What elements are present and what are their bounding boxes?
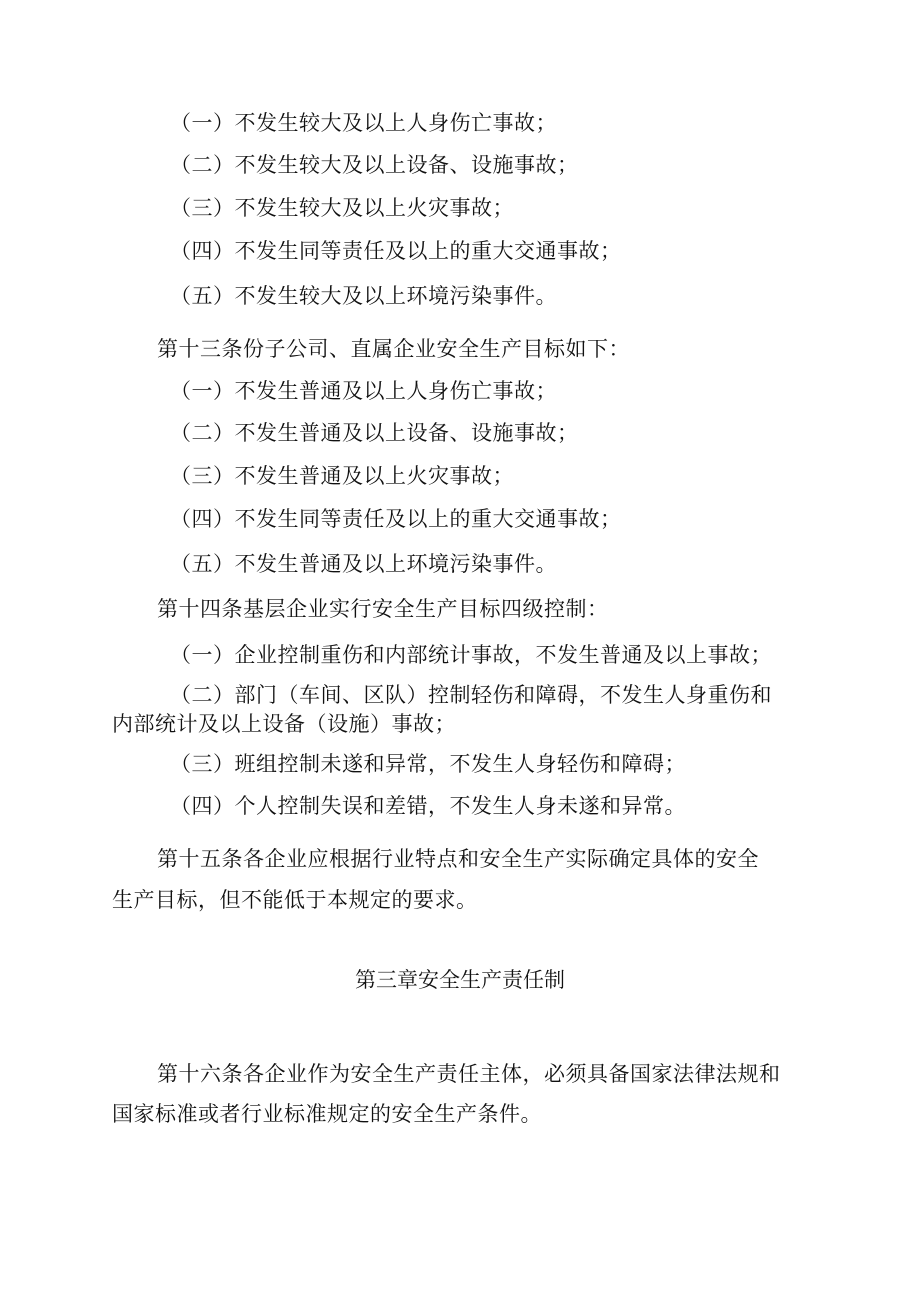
item-text: （一）企业控制重伤和内部统计事故，不发生普通及以上事故；: [170, 643, 772, 667]
article-13-text: 第十三条份子公司、直属企业安全生产目标如下：: [157, 337, 630, 361]
item-text: （三）班组控制未遂和异常，不发生人身轻伤和障碍；: [170, 752, 686, 776]
item-text: （五）不发生较大及以上环境污染事件。: [170, 284, 557, 308]
item-text: （四）个人控制失误和差错，不发生人身未遂和异常。: [170, 794, 686, 818]
article-16-text-continuation: 国家标准或者行业标准规定的安全生产条件。: [112, 1102, 542, 1126]
item-text-continuation: 内部统计及以上设备（设施）事故；: [112, 712, 456, 736]
item-text: （四）不发生同等责任及以上的重大交通事故；: [170, 239, 622, 263]
item-text: （五）不发生普通及以上环境污染事件。: [170, 552, 557, 576]
item-text: （一）不发生较大及以上人身伤亡事故；: [170, 111, 557, 135]
item-text: （二）不发生普通及以上设备、设施事故；: [170, 421, 579, 445]
article-14-text: 第十四条基层企业实行安全生产目标四级控制：: [157, 597, 609, 621]
article-15-text: 第十五条各企业应根据行业特点和安全生产实际确定具体的安全: [157, 847, 759, 871]
item-text: （二）不发生较大及以上设备、设施事故；: [170, 153, 579, 177]
article-16-text: 第十六条各企业作为安全生产责任主体，必须具备国家法律法规和: [157, 1062, 781, 1086]
item-text: （二）部门（车间、区队）控制轻伤和障碍，不发生人身重伤和: [170, 683, 772, 707]
item-text: （三）不发生普通及以上火灾事故；: [170, 464, 514, 488]
item-text: （一）不发生普通及以上人身伤亡事故；: [170, 379, 557, 403]
item-text: （四）不发生同等责任及以上的重大交通事故；: [170, 507, 622, 531]
chapter-heading: 第三章安全生产责任制: [355, 968, 565, 992]
item-text: （三）不发生较大及以上火灾事故；: [170, 196, 514, 220]
article-15-text-continuation: 生产目标，但不能低于本规定的要求。: [112, 888, 478, 912]
